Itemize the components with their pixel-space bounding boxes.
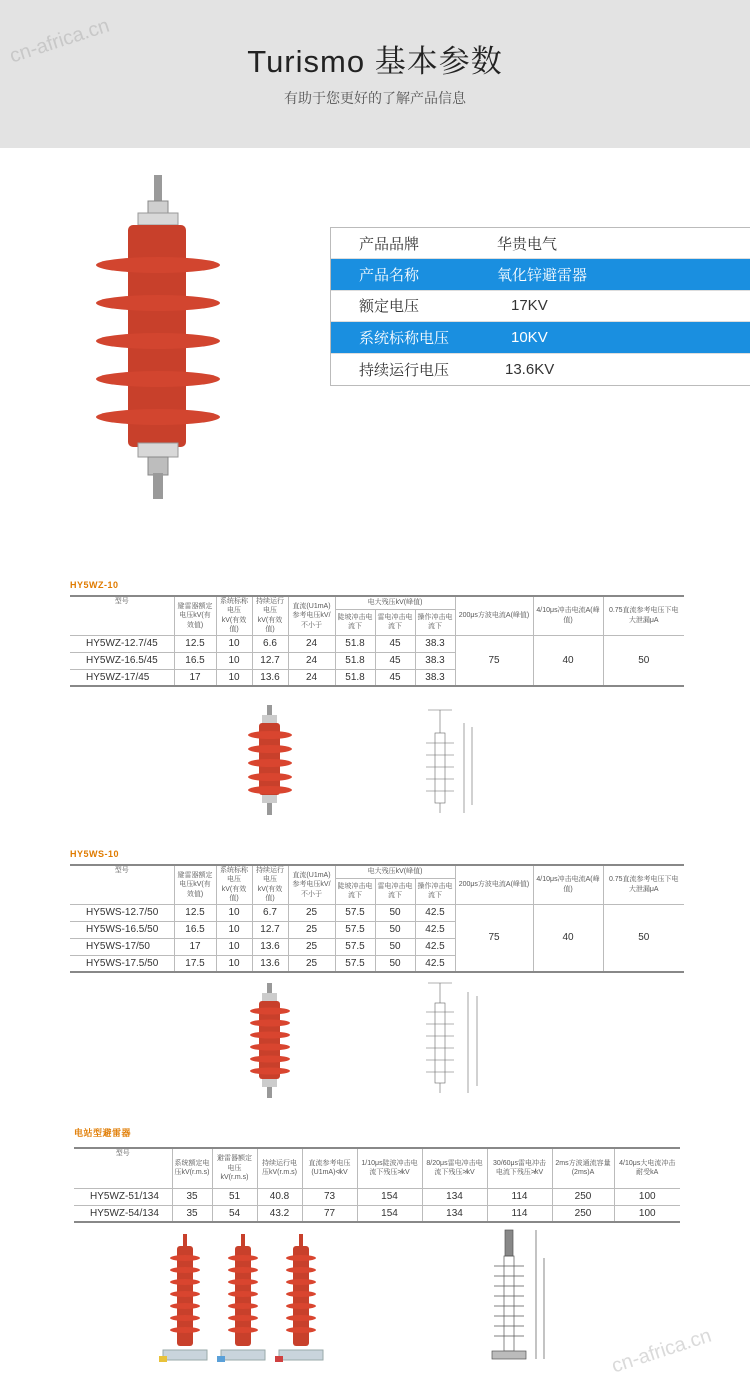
table-cell: 134 (422, 1205, 487, 1222)
page-subtitle: 有助于您更好的了解产品信息 (284, 90, 466, 106)
table-cell: 42.5 (415, 904, 455, 921)
table-cell: 51 (212, 1188, 257, 1205)
table-cell: 13.6 (252, 669, 288, 686)
table-cell: 25 (288, 904, 335, 921)
table-header: 持续运行电压kV(有效值) (252, 865, 288, 904)
table-header: 30/60μs雷电冲击电流下残压≯kV (487, 1148, 552, 1188)
table-cell: 24 (288, 635, 335, 652)
table-header: 型号 (74, 1148, 172, 1188)
table-header: 8/20μs雷电冲击电流下残压≯kV (422, 1148, 487, 1188)
table-subheader: 操作冲击电流下 (415, 878, 455, 904)
table-cell: HY5WS-16.5/50 (70, 921, 174, 938)
table-cell: 77 (302, 1205, 357, 1222)
section-label-hy5ws: HY5WS-10 (70, 849, 120, 859)
table-cell: 57.5 (335, 938, 375, 955)
spec-value: 华贵电气 (497, 235, 558, 253)
table-cell: 54 (212, 1205, 257, 1222)
table-header: 4/10μs大电流冲击耐受kA (614, 1148, 680, 1188)
table-cell: 10 (216, 652, 252, 669)
arrester-photo-hy5ws (245, 983, 295, 1098)
page-header (0, 0, 750, 148)
table-cell: 38.3 (415, 652, 455, 669)
spec-key: 持续运行电压 (359, 361, 450, 379)
table-cell: 45 (375, 635, 415, 652)
spec-key: 额定电压 (359, 298, 420, 316)
table-header: 200μs方波电流A(峰值) (455, 865, 533, 904)
table-header: 系统标称电压kV(有效值) (216, 596, 252, 635)
table-cell: 50 (603, 904, 684, 972)
table-cell: 10 (216, 921, 252, 938)
table-cell: HY5WS-17/50 (70, 938, 174, 955)
spec-value: 氧化锌避雷器 (497, 267, 588, 285)
table-cell: 100 (614, 1188, 680, 1205)
table-header: 电大残压kV(峰值) (335, 865, 455, 878)
spec-key: 系统标称电压 (359, 329, 450, 347)
table-cell: 42.5 (415, 938, 455, 955)
table-cell: 100 (614, 1205, 680, 1222)
table-subheader: 陡坡冲击电流下 (335, 878, 375, 904)
table-cell: 12.5 (174, 635, 216, 652)
table-hy5ws (70, 864, 684, 973)
table-cell: 75 (455, 904, 533, 972)
table-cell: 25 (288, 938, 335, 955)
table-cell: 12.7 (252, 652, 288, 669)
spec-value: 10KV (511, 328, 548, 346)
table-header: 持续运行电压kV(r.m.s) (257, 1148, 302, 1188)
spec-row (331, 259, 750, 290)
table-hy5wz (70, 595, 684, 687)
table-cell: 57.5 (335, 955, 375, 972)
table-cell: HY5WS-12.7/50 (70, 904, 174, 921)
arrester-product-image (90, 175, 230, 500)
table-cell: 50 (375, 938, 415, 955)
table-cell: 154 (357, 1188, 422, 1205)
table-header: 直流(U1mA)参考电压kV/不小于 (288, 596, 335, 635)
table-header: 0.75直流参考电压下电大泄漏μA (603, 596, 684, 635)
table-cell: 114 (487, 1188, 552, 1205)
table-cell: 24 (288, 652, 335, 669)
table-cell: 42.5 (415, 955, 455, 972)
table-cell: 13.6 (252, 938, 288, 955)
table-cell: 57.5 (335, 921, 375, 938)
table-cell: 73 (302, 1188, 357, 1205)
table-cell: HY5WS-17.5/50 (70, 955, 174, 972)
table-cell: 40.8 (257, 1188, 302, 1205)
table-cell: 250 (552, 1205, 614, 1222)
table-cell: 35 (172, 1188, 212, 1205)
table-station (74, 1147, 680, 1223)
table-cell: 10 (216, 669, 252, 686)
table-row (70, 904, 684, 921)
drawing-station (480, 1228, 555, 1368)
table-header: 0.75直流参考电压下电大泄漏μA (603, 865, 684, 904)
table-cell: 50 (375, 955, 415, 972)
table-cell: 10 (216, 904, 252, 921)
table-header: 4/10μs冲击电流A(峰值) (533, 865, 603, 904)
table-header: 持续运行电压kV(有效值) (252, 596, 288, 635)
table-cell: HY5WZ-54/134 (74, 1205, 172, 1222)
spec-row (331, 322, 750, 353)
section-label-station: 电站型避雷器 (74, 1128, 132, 1138)
spec-key: 产品名称 (359, 267, 420, 285)
table-cell: 17 (174, 669, 216, 686)
table-cell: 75 (455, 635, 533, 686)
table-cell: 17 (174, 938, 216, 955)
table-header: 系统标称电压kV(有效值) (216, 865, 252, 904)
table-cell: 16.5 (174, 652, 216, 669)
table-header: 电大残压kV(峰值) (335, 596, 455, 609)
table-cell: 6.7 (252, 904, 288, 921)
table-header: 型号 (70, 865, 174, 904)
table-cell: 51.8 (335, 635, 375, 652)
table-cell: HY5WZ-51/134 (74, 1188, 172, 1205)
table-cell: 40 (533, 635, 603, 686)
table-cell: 43.2 (257, 1205, 302, 1222)
table-header: 避雷器额定电压kV(有效值) (174, 865, 216, 904)
table-header: 型号 (70, 596, 174, 635)
table-row (70, 635, 684, 652)
table-header: 2ms方波通流容量(2ms)A (552, 1148, 614, 1188)
table-cell: 38.3 (415, 635, 455, 652)
table-cell: 10 (216, 938, 252, 955)
table-header: 直流参考电压(U1mA)≮kV (302, 1148, 357, 1188)
spec-row (331, 228, 750, 259)
spec-value: 17KV (511, 297, 548, 315)
spec-row (331, 354, 750, 385)
table-cell: 51.8 (335, 652, 375, 669)
table-header: 200μs方波电流A(峰值) (455, 596, 533, 635)
table-row (74, 1188, 680, 1205)
table-cell: 50 (375, 921, 415, 938)
table-cell: 57.5 (335, 904, 375, 921)
table-header: 4/10μs冲击电流A(峰值) (533, 596, 603, 635)
spec-key: 产品品牌 (359, 235, 420, 253)
table-cell: 250 (552, 1188, 614, 1205)
watermark: cn-africa.cn (6, 14, 113, 68)
table-cell: 12.7 (252, 921, 288, 938)
table-subheader: 雷电冲击电流下 (375, 609, 415, 635)
table-cell: 24 (288, 669, 335, 686)
table-cell: 114 (487, 1205, 552, 1222)
table-cell: HY5WZ-17/45 (70, 669, 174, 686)
table-cell: 13.6 (252, 955, 288, 972)
table-cell: 50 (603, 635, 684, 686)
table-cell: 154 (357, 1205, 422, 1222)
table-subheader: 操作冲击电流下 (415, 609, 455, 635)
table-cell: 134 (422, 1188, 487, 1205)
table-header: 系统额定电压kV(r.m.s) (172, 1148, 212, 1188)
table-cell: 40 (533, 904, 603, 972)
spec-list (330, 227, 750, 386)
spec-row (331, 291, 750, 322)
table-cell: 42.5 (415, 921, 455, 938)
page-title: Turismo 基本参数 (247, 44, 503, 79)
table-cell: HY5WZ-16.5/45 (70, 652, 174, 669)
table-cell: 45 (375, 652, 415, 669)
table-subheader: 雷电冲击电流下 (375, 878, 415, 904)
table-cell: 50 (375, 904, 415, 921)
drawing-hy5wz (420, 705, 480, 815)
table-cell: 16.5 (174, 921, 216, 938)
table-header: 避雷器额定电压kV(r.m.s) (212, 1148, 257, 1188)
table-row (74, 1205, 680, 1222)
table-cell: 25 (288, 921, 335, 938)
spec-value: 13.6KV (505, 360, 555, 378)
table-header: 1/10μs陡波冲击电流下残压≯kV (357, 1148, 422, 1188)
station-arrester-photos (155, 1228, 345, 1368)
table-cell: 45 (375, 669, 415, 686)
table-cell: 12.5 (174, 904, 216, 921)
table-cell: 38.3 (415, 669, 455, 686)
table-cell: 17.5 (174, 955, 216, 972)
watermark-bottom: cn-africa.cn (608, 1324, 715, 1378)
section-label-hy5wz: HY5WZ-10 (70, 580, 119, 590)
table-subheader: 陡坡冲击电流下 (335, 609, 375, 635)
table-cell: HY5WZ-12.7/45 (70, 635, 174, 652)
table-cell: 6.6 (252, 635, 288, 652)
table-cell: 51.8 (335, 669, 375, 686)
arrester-photo-hy5wz (245, 705, 295, 815)
drawing-hy5ws (420, 978, 485, 1098)
table-cell: 10 (216, 635, 252, 652)
table-cell: 10 (216, 955, 252, 972)
table-cell: 25 (288, 955, 335, 972)
table-cell: 35 (172, 1205, 212, 1222)
table-header: 避雷器额定电压kV(有效值) (174, 596, 216, 635)
table-header: 直流(U1mA)参考电压kV/不小于 (288, 865, 335, 904)
